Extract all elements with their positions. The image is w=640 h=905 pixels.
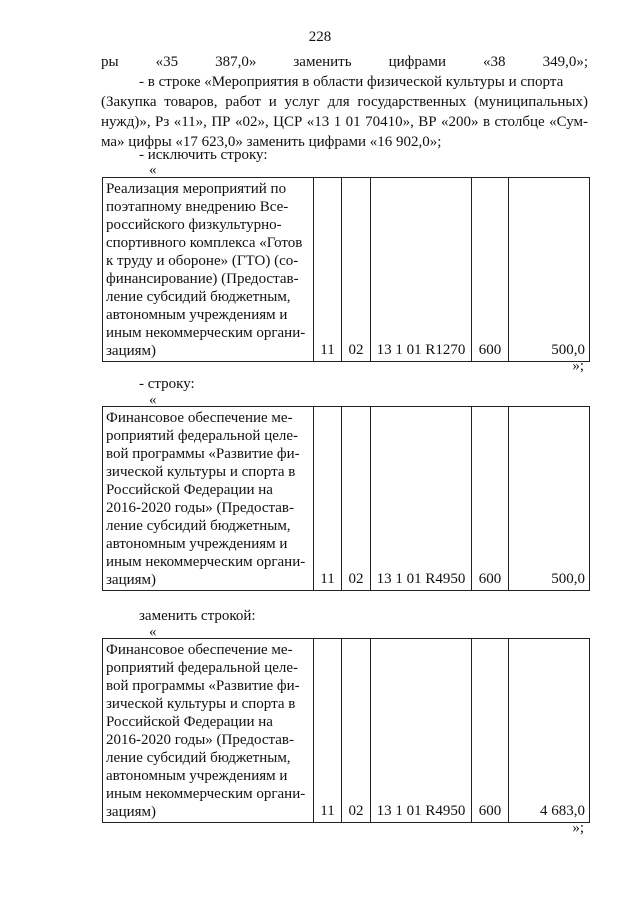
csr-code: 13 1 01 R4950 xyxy=(371,407,472,591)
row-description: Финансовое обеспечение ме- роприятий федеральной целе- вой программы «Развитие фи- зической культуры и спорта в Российской Федерации на 2016-2020 годы» (Предостав- ление субсидий бюджетным, автономным учреждениям и иным некоммерческим органи- зациям) xyxy=(103,639,314,823)
closing-quote: »; xyxy=(572,358,584,374)
row-description: Реализация мероприятий по поэтапному внедрению Все- российского физкультурно- спортивного комплекса «Готов к труду и обороне» (ГТО) (со- финансирование) (Предостав- ление субсидий бюджетным, автономным учреждениям и иным некоммерческим органи- зациям) xyxy=(103,178,314,362)
replace-instruction: заменить строкой: xyxy=(139,608,256,624)
text-line: нужд)», Рз «11», ПР «02», ЦСР «13 1 01 70410», ВР «200» в столбце «Сум- xyxy=(101,114,588,130)
text-line: (Закупка товаров, работ и услуг для государственных (муниципальных) xyxy=(101,94,588,110)
rz-code: 11 xyxy=(314,178,342,362)
rz-code: 11 xyxy=(314,639,342,823)
pr-code: 02 xyxy=(342,639,371,823)
text-line: ма» цифры «17 623,0» заменить цифрами «16 902,0»; xyxy=(101,134,442,150)
vr-code: 600 xyxy=(472,407,509,591)
page-number: 228 xyxy=(308,29,332,45)
vr-code: 600 xyxy=(472,639,509,823)
pr-code: 02 xyxy=(342,407,371,591)
table-row xyxy=(103,639,590,823)
budget-table-replacement-row xyxy=(102,638,590,823)
csr-code: 13 1 01 R1270 xyxy=(371,178,472,362)
row-description: Финансовое обеспечение ме- роприятий федеральной целе- вой программы «Развитие фи- зической культуры и спорта в Российской Федерации на 2016-2020 годы» (Предостав- ление субсидий бюджетным, автономным учреждениям и иным некоммерческим органи- зациям) xyxy=(103,407,314,591)
budget-table-excluded-row xyxy=(102,177,590,362)
table-row xyxy=(103,178,590,362)
amendment-text xyxy=(101,52,588,152)
exclude-row-instruction: - исключить строку: xyxy=(139,147,268,163)
opening-quote: « xyxy=(149,162,157,178)
text-line: - в строке «Мероприятия в области физической культуры и спорта xyxy=(139,74,564,90)
rz-code: 11 xyxy=(314,407,342,591)
sum-value: 4 683,0 xyxy=(509,639,590,823)
opening-quote: « xyxy=(149,392,157,408)
pr-code: 02 xyxy=(342,178,371,362)
closing-quote: »; xyxy=(572,820,584,836)
sum-value: 500,0 xyxy=(509,407,590,591)
csr-code: 13 1 01 R4950 xyxy=(371,639,472,823)
vr-code: 600 xyxy=(472,178,509,362)
budget-table-original-row xyxy=(102,406,590,591)
opening-quote: « xyxy=(149,624,157,640)
sum-value: 500,0 xyxy=(509,178,590,362)
row-instruction: - строку: xyxy=(139,376,195,392)
table-row xyxy=(103,407,590,591)
text-line: ры «35 387,0» заменить цифрами «38 349,0»; xyxy=(101,54,588,70)
